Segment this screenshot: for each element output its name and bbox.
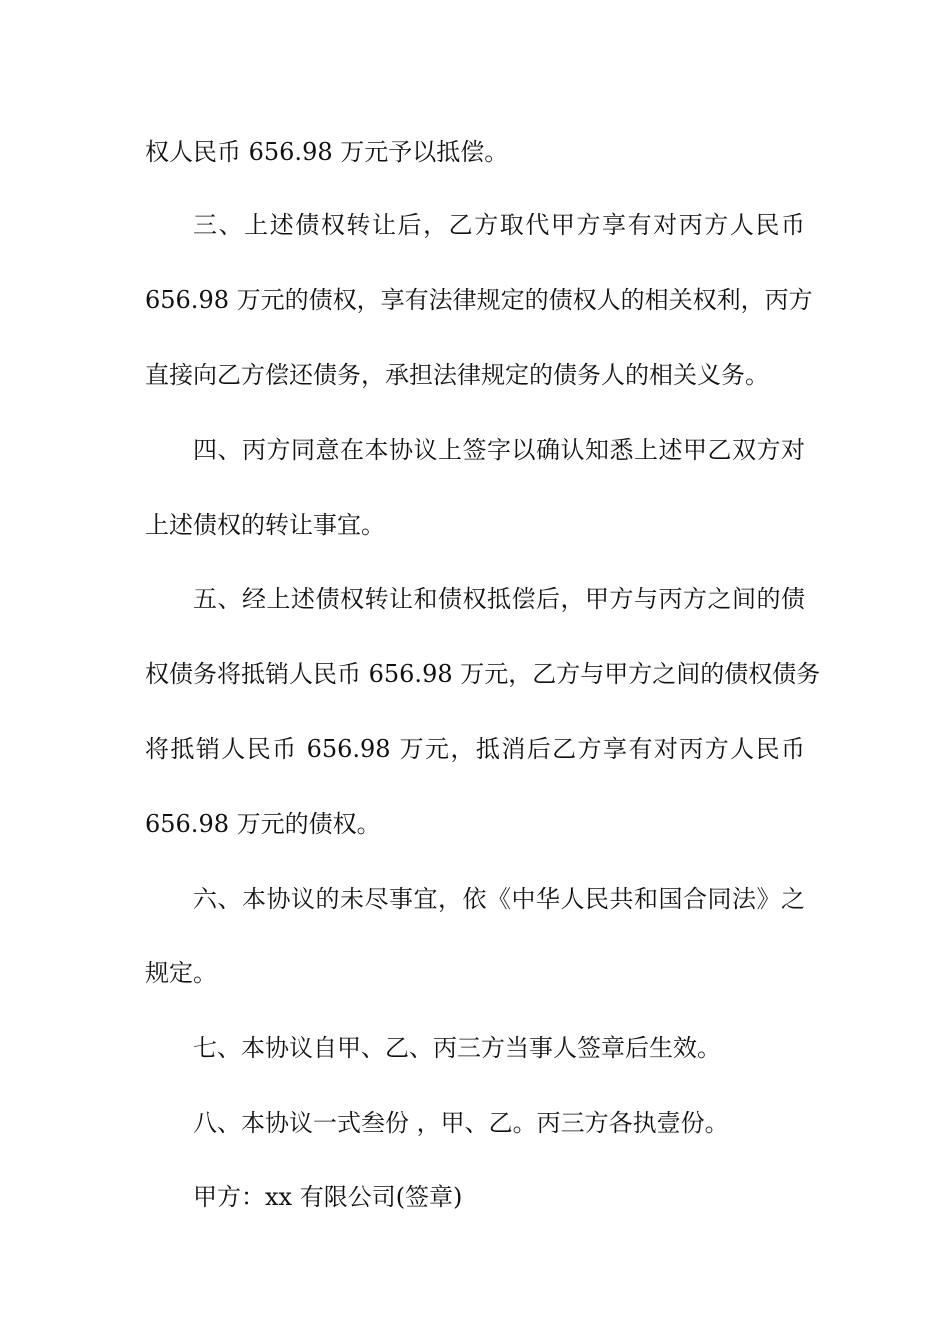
line-3: 656.98 万元的债权，享有法律规定的债权人的相关权利，丙方 xyxy=(145,286,813,314)
line-1: 权人民币 656.98 万元予以抵偿。 xyxy=(145,138,509,166)
line-6: 上述债权的转让事宜。 xyxy=(145,511,385,539)
party-a-signature-line: 甲方：xx 有限公司(签章) xyxy=(193,1183,463,1211)
line-4: 直接向乙方偿还债务，承担法律规定的债务人的相关义务。 xyxy=(145,361,769,389)
line-8: 权债务将抵销人民币 656.98 万元，乙方与甲方之间的债权债务 xyxy=(145,660,821,688)
line-5-clause-4-start: 四、丙方同意在本协议上签字以确认知悉上述甲乙双方对 xyxy=(193,436,805,464)
line-7-clause-5-start: 五、经上述债权转让和债权抵偿后，甲方与丙方之间的债 xyxy=(193,585,805,613)
line-9: 将抵销人民币 656.98 万元，抵消后乙方享有对丙方人民币 xyxy=(145,735,805,763)
line-10: 656.98 万元的债权。 xyxy=(145,810,381,838)
line-13-clause-7: 七、本协议自甲、乙、丙三方当事人签章后生效。 xyxy=(193,1034,721,1062)
line-12: 规定。 xyxy=(145,959,217,987)
line-11-clause-6-start: 六、本协议的未尽事宜，依《中华人民共和国合同法》之 xyxy=(193,885,805,913)
line-14-clause-8: 八、本协议一式叁份 ，甲、乙。丙三方各执壹份。 xyxy=(193,1109,729,1137)
line-2-clause-3-start: 三、上述债权转让后，乙方取代甲方享有对丙方人民币 xyxy=(193,211,805,239)
